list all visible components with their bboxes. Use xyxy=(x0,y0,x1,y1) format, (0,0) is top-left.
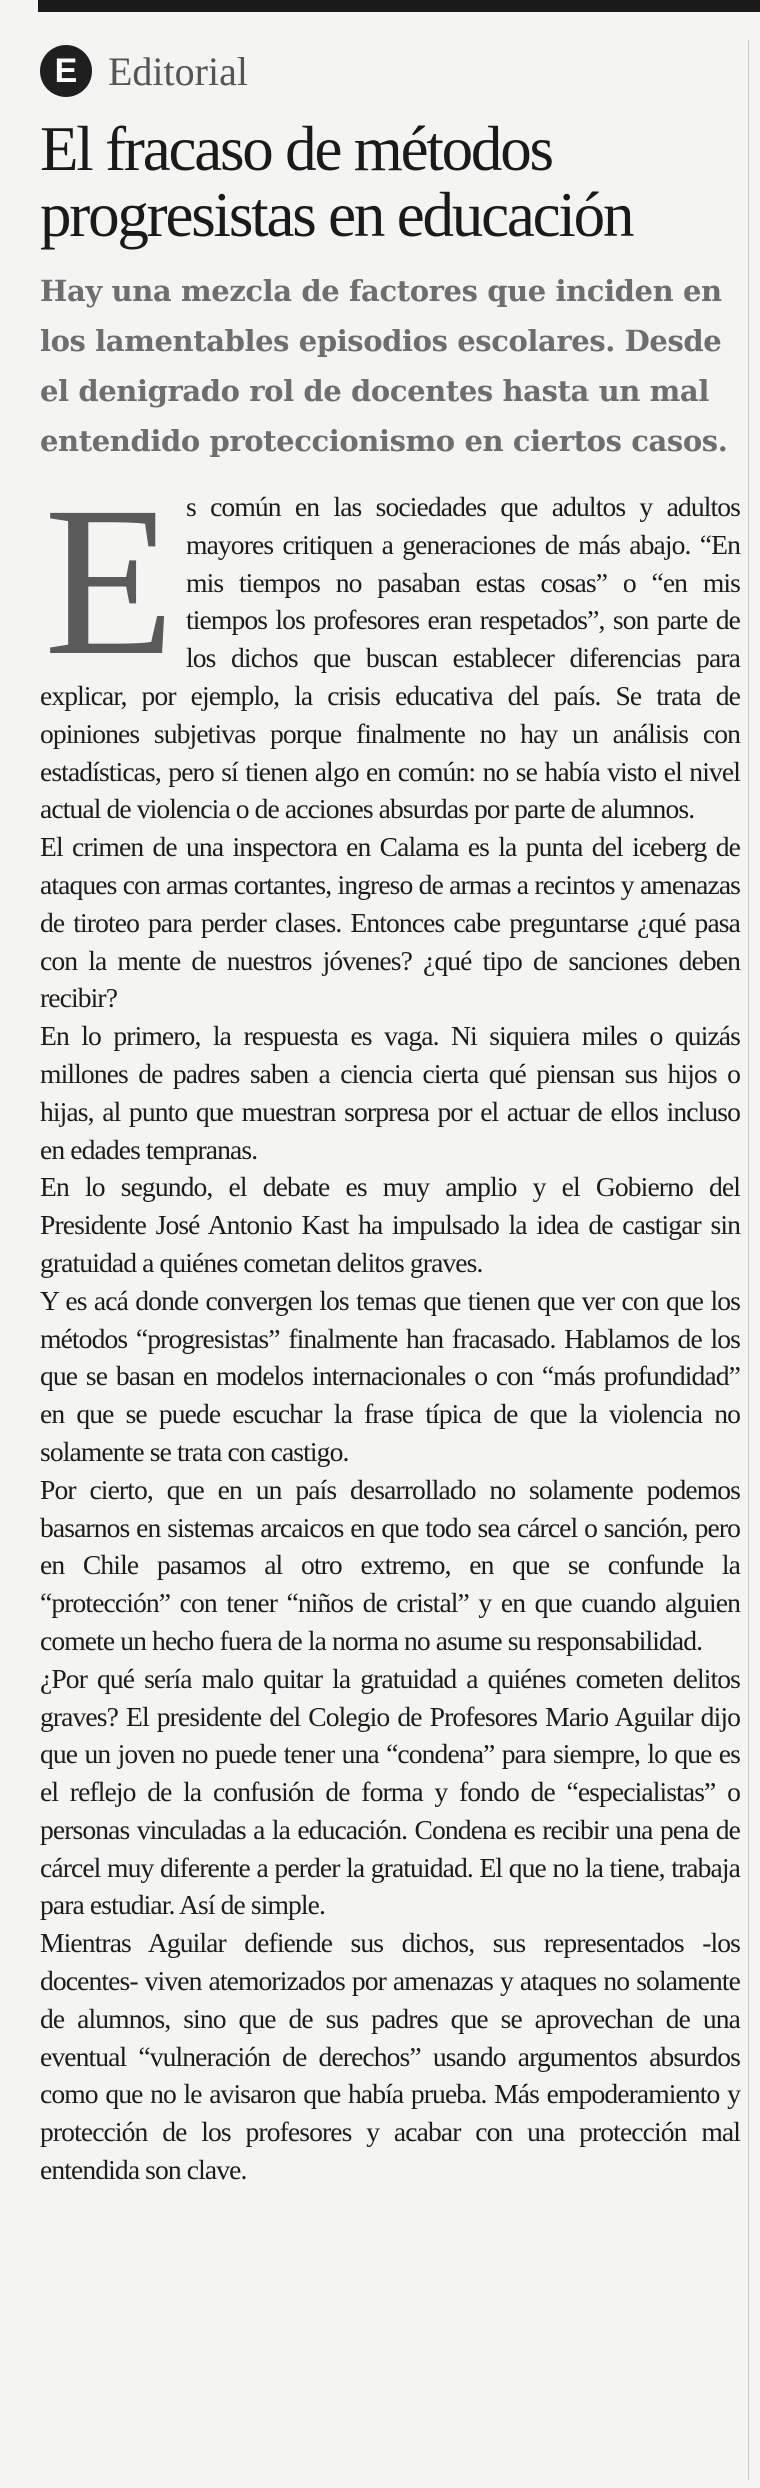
section-label: Editorial xyxy=(108,48,248,94)
paragraph-4: En lo segundo, el debate es muy amplio y el Gobierno del Presidente José Antonio Kast ha impulsado la idea de castigar sin gratuidad a quiénes cometan delitos graves. xyxy=(40,1171,740,1278)
article-body xyxy=(40,463,740,2189)
column-divider xyxy=(748,40,749,2480)
paragraph-3: En lo primero, la respuesta es vaga. Ni siquiera miles o quizás millones de padres saben a ciencia cierta qué piensan sus hijos o hijas, al punto que muestran sorpresa por el actuar de ellos incluso en edades tempranas. xyxy=(40,1020,740,1165)
drop-cap: E xyxy=(44,463,174,700)
standfirst: Hay una mezcla de factores que inciden en los lamentables episodios escolares. Desde el denigrado rol de docentes hasta un mal entendido proteccionismo en ciertos casos. xyxy=(40,274,728,458)
paragraph-8: Mientras Aguilar defiende sus dichos, sus representados -los docentes- viven atemorizados por amenazas y ataques no solamente de alumnos, sino que de sus padres que se aprovechan de una eventual “vulneración de derechos” usando argumentos absurdos como que no le avisaron que había prueba. Más empoderamiento y protección de los profesores y acabar con una protección mal entendida son clave. xyxy=(40,1927,740,2186)
top-rule xyxy=(38,0,760,12)
paragraph-6: Por cierto, que en un país desarrollado no solamente podemos basarnos en sistemas arcaicos en que todo sea cárcel o sanción, pero en Chile pasamos al otro extremo, en que se confunde la “protección” con tener “niños de cristal” y en que cuando alguien comete un hecho fuera de la norma no asume su responsabilidad. xyxy=(40,1473,740,1656)
paragraph-1-text: s común en las sociedades que adultos y adultos mayores critiquen a generaciones de más abajo. “En mis tiempos no pasaban estas cosas” o “en mis tiempos los profesores eran respetados”, son parte de los dichos que buscan establecer diferencias para explicar, por ejemplo, la crisis educativa del país. Se trata de opiniones subjetivas porque finalmente no hay un análisis con estadísticas, pero sí tienen algo en común: no se había visto el nivel actual de violencia o de acciones absurdas por parte de alumnos. xyxy=(40,491,740,825)
section-header xyxy=(40,40,740,102)
paragraph-5: Y es acá donde convergen los temas que tienen que ver con que los métodos “progresistas” finalmente han fracasado. Hablamos de los que se basan en modelos internacionales o con “más profundidad” en que se puede escuchar la frase típica de que la violencia no solamente se trata con castigo. xyxy=(40,1284,740,1467)
section-badge: E xyxy=(40,45,92,97)
editorial-column xyxy=(40,40,740,2189)
paragraph-1 xyxy=(40,463,740,828)
headline: El fracaso de métodos progresistas en educación xyxy=(40,114,633,250)
paragraph-7: ¿Por qué sería malo quitar la gratuidad a quiénes cometen delitos graves? El presidente del Colegio de Profesores Mario Aguilar dijo que un joven no puede tener una “condena” para siempre, lo que es el reflejo de la confusión de forma y fondo de “especialistas” o personas vinculadas a la educación. Condena es recibir una pena de cárcel muy diferente a perder la gratuidad. El que no la tiene, trabaja para estudiar. Así de simple. xyxy=(40,1662,740,1921)
paragraph-2: El crimen de una inspectora en Calama es la punta del iceberg de ataques con armas cortantes, ingreso de armas a recintos y amenazas de tiroteo para perder clases. Entonces cabe preguntarse ¿qué pasa con la mente de nuestros jóvenes? ¿qué tipo de sanciones deben recibir? xyxy=(40,831,740,1014)
